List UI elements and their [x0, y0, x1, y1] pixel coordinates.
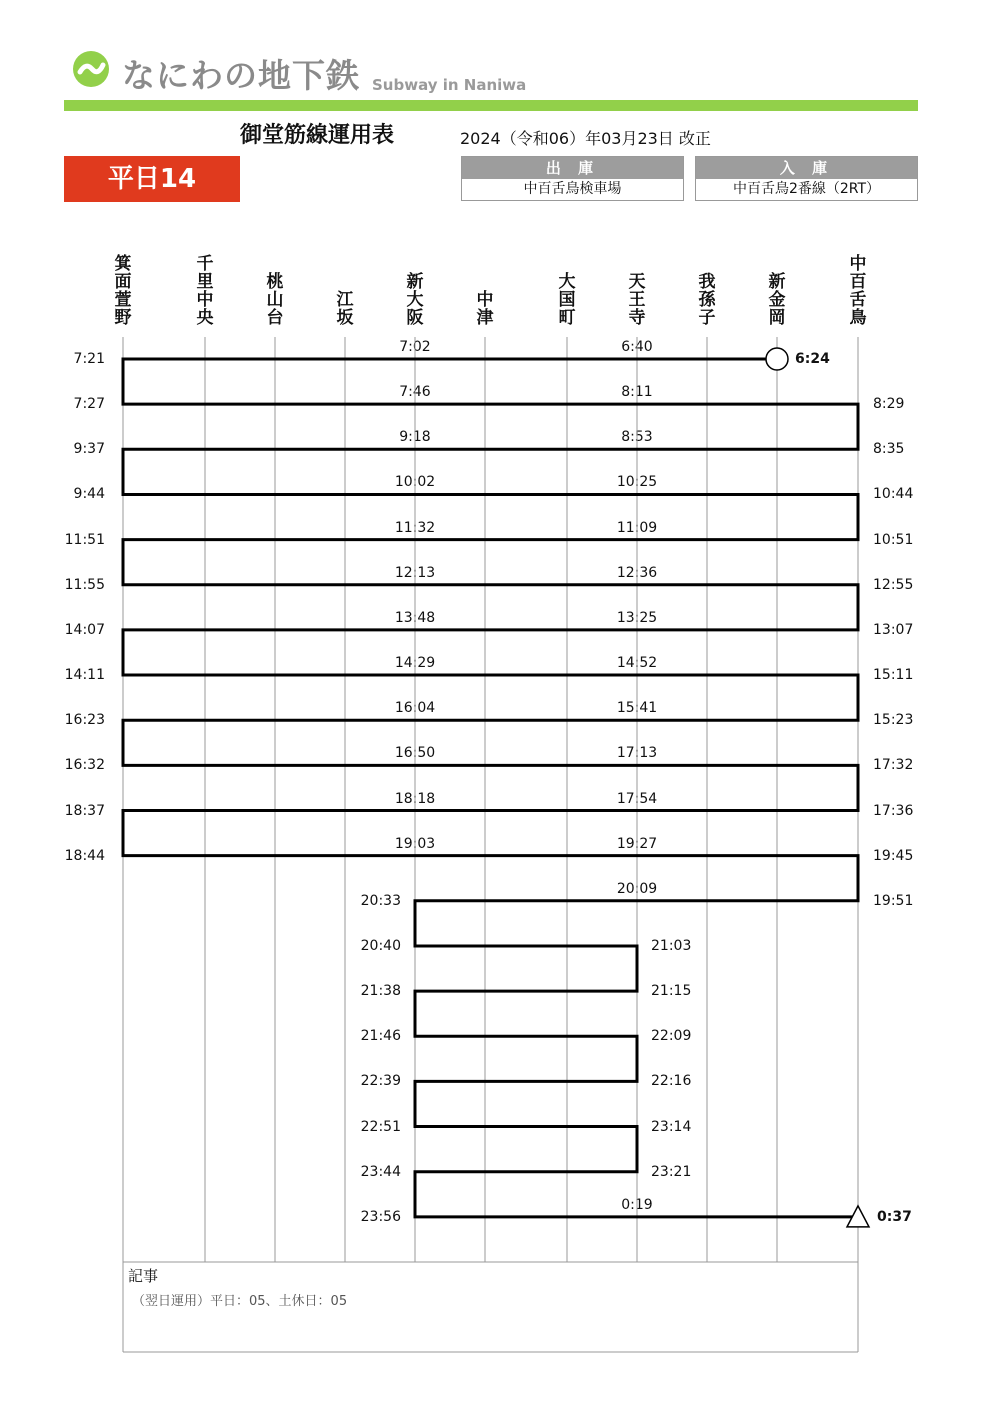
route-line — [123, 359, 858, 1217]
time-minoh-kayano: 14:07 — [64, 621, 105, 638]
time-shin-osaka: 22:39 — [360, 1073, 401, 1090]
time-nakamozu: 8:35 — [873, 441, 905, 458]
time-tennoji: 15:41 — [616, 700, 658, 717]
time-tennoji: 8:11 — [621, 384, 653, 401]
time-tennoji: 6:40 — [621, 339, 653, 355]
station-header: 大国町 — [558, 272, 576, 328]
time-shin-osaka: 22:51 — [360, 1118, 401, 1135]
time-shin-osaka: 21:46 — [360, 1028, 401, 1045]
time-minoh-kayano: 14:11 — [64, 667, 105, 684]
time-nakamozu: 17:36 — [873, 802, 914, 819]
time-nakamozu: 12:55 — [873, 576, 914, 593]
time-minoh-kayano: 9:44 — [73, 486, 105, 503]
station-header: 天王寺 — [628, 272, 646, 328]
station-header: 桃山台 — [266, 272, 284, 328]
time-nakamozu: 19:45 — [873, 847, 914, 864]
station-header: 新金岡 — [768, 272, 786, 328]
time-minoh-kayano: 16:32 — [64, 757, 105, 774]
station-header: 江坂 — [336, 290, 354, 328]
depot-in-value: 中百舌鳥2番線（2RT） — [732, 181, 881, 197]
time-tennoji: 11:09 — [616, 519, 658, 536]
time-tennoji: 22:16 — [651, 1073, 692, 1090]
time-tennoji: 21:15 — [651, 983, 692, 1000]
time-shin-osaka: 7:46 — [399, 384, 431, 401]
time-tennoji: 14:52 — [616, 655, 658, 672]
time-tennoji: 10:25 — [616, 474, 658, 491]
time-tennoji: 19:27 — [616, 835, 658, 852]
time-tennoji: 8:53 — [621, 429, 653, 446]
day-badge: 平日14 — [64, 156, 240, 202]
time-tennoji: 21:03 — [651, 937, 692, 954]
notes-title: 記事 — [128, 1267, 159, 1285]
time-shin-osaka: 12:13 — [394, 564, 436, 581]
time-minoh-kayano: 7:21 — [73, 351, 105, 367]
end-time: 0:37 — [877, 1208, 912, 1225]
time-shin-osaka: 16:04 — [394, 700, 436, 717]
brand-name: なにわの地下鉄 — [122, 56, 360, 95]
start-time: 6:24 — [795, 351, 830, 367]
time-shin-osaka: 11:32 — [394, 519, 436, 536]
station-header: 新大阪 — [406, 272, 424, 328]
station-header: 中百舌鳥 — [849, 254, 867, 328]
time-shin-osaka: 19:03 — [394, 835, 436, 852]
depot-in-label: 入 庫 — [696, 157, 917, 179]
time-minoh-kayano: 7:27 — [73, 396, 105, 413]
station-header: 箕面萱野 — [114, 254, 132, 328]
time-minoh-kayano: 18:44 — [64, 847, 105, 864]
time-tennoji: 23:14 — [651, 1118, 692, 1135]
depot-out-label: 出 庫 — [462, 157, 683, 179]
time-shin-osaka: 13:48 — [394, 609, 436, 626]
time-shin-osaka: 23:56 — [360, 1208, 401, 1225]
time-tennoji: 13:25 — [616, 609, 658, 626]
time-tennoji: 23:21 — [651, 1163, 692, 1180]
time-shin-osaka: 18:18 — [394, 790, 436, 807]
time-shin-osaka: 16:50 — [394, 745, 436, 762]
time-nakamozu: 8:29 — [873, 396, 905, 413]
time-nakamozu: 17:32 — [873, 757, 914, 774]
notes-text: （翌日運用）平日：05、土休日：05 — [132, 1294, 348, 1309]
time-tennoji: 22:09 — [651, 1028, 692, 1045]
time-shin-osaka: 7:02 — [399, 339, 431, 355]
time-tennoji: 17:13 — [616, 745, 658, 762]
time-minoh-kayano: 11:55 — [64, 576, 105, 593]
time-minoh-kayano: 11:51 — [64, 531, 105, 548]
revision-date: 2024（令和06）年03月23日 改正 — [460, 129, 711, 148]
time-nakamozu: 15:23 — [873, 712, 914, 729]
time-nakamozu: 10:44 — [873, 486, 914, 503]
time-minoh-kayano: 18:37 — [64, 802, 105, 819]
page-title: 御堂筋線運用表 — [240, 123, 395, 148]
time-tennoji: 0:19 — [621, 1196, 653, 1213]
time-tennoji: 20:09 — [616, 880, 658, 897]
time-minoh-kayano: 16:23 — [64, 712, 105, 729]
time-shin-osaka: 10:02 — [394, 474, 436, 491]
time-shin-osaka: 20:33 — [360, 892, 401, 909]
station-header: 中津 — [476, 290, 494, 328]
time-minoh-kayano: 9:37 — [73, 441, 105, 458]
time-shin-osaka: 21:38 — [360, 983, 401, 1000]
depot-out-marker — [766, 348, 788, 370]
time-nakamozu: 10:51 — [873, 531, 914, 548]
brand-subtitle: Subway in Naniwa — [372, 76, 527, 94]
time-shin-osaka: 20:40 — [360, 937, 401, 954]
time-nakamozu: 15:11 — [873, 667, 914, 684]
depot-out-value: 中百舌鳥検車場 — [523, 181, 622, 197]
time-tennoji: 17:54 — [616, 790, 658, 807]
time-shin-osaka: 9:18 — [399, 429, 431, 446]
station-header: 千里中央 — [196, 254, 214, 328]
time-shin-osaka: 14:29 — [394, 655, 436, 672]
time-nakamozu: 19:51 — [873, 892, 914, 909]
time-shin-osaka: 23:44 — [360, 1163, 401, 1180]
time-tennoji: 12:36 — [616, 564, 658, 581]
station-header: 我孫子 — [698, 272, 716, 328]
time-nakamozu: 13:07 — [873, 621, 914, 638]
